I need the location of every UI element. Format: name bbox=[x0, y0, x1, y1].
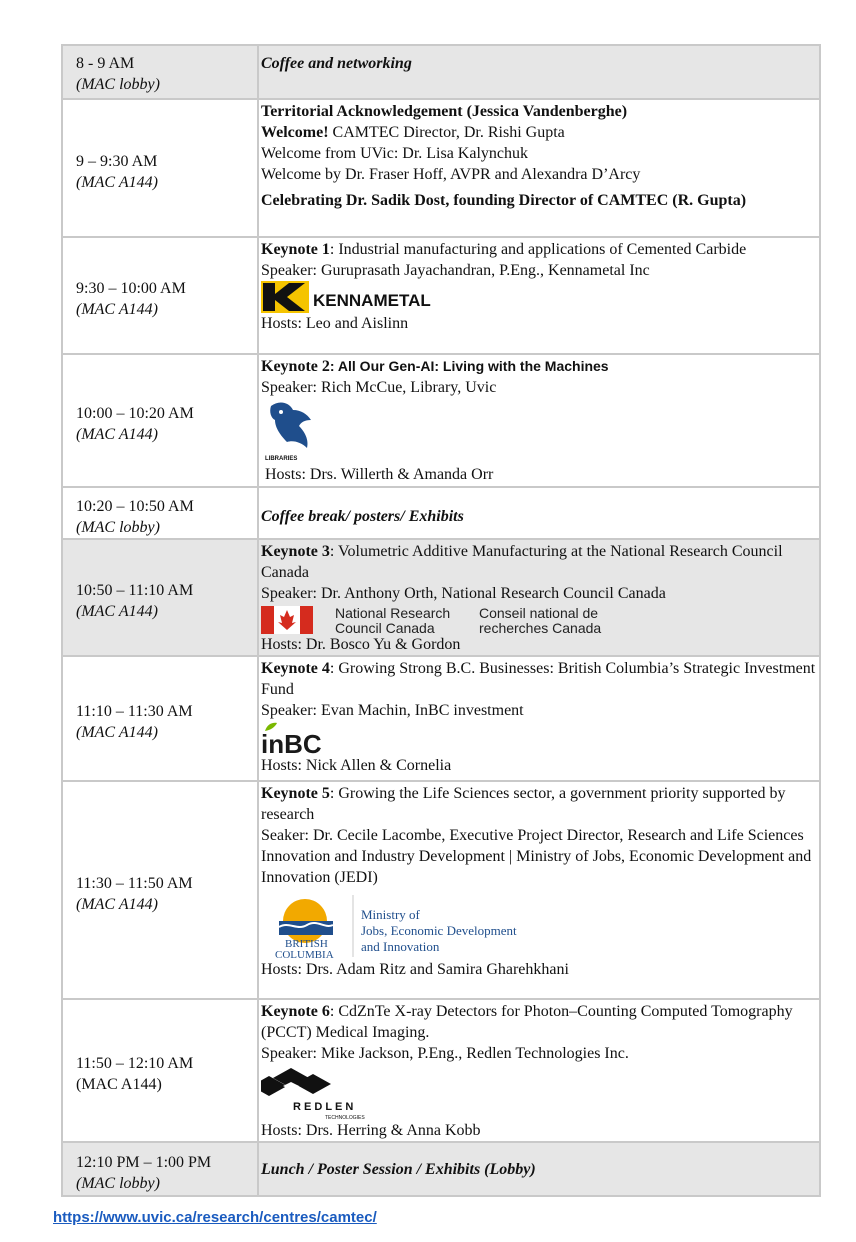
event-text: Coffee break/ posters/ Exhibits bbox=[261, 507, 464, 525]
event-cell bbox=[258, 1142, 820, 1196]
time-text: 9:30 – 10:00 AM bbox=[76, 280, 186, 297]
flag-left-bar bbox=[261, 606, 274, 634]
keynote-topic: : Growing the Life Sciences sector, a government priority supported by research bbox=[261, 785, 786, 823]
schedule-row bbox=[62, 1142, 820, 1196]
nrc-logo-svg bbox=[261, 604, 621, 634]
keynote-topic: : All Our Gen-AI: Living with the Machines bbox=[329, 358, 609, 374]
inbc-wordmark: inBC bbox=[261, 729, 322, 755]
schedule-row bbox=[62, 487, 820, 539]
room-text: (MAC lobby) bbox=[76, 1174, 160, 1192]
schedule-row bbox=[62, 656, 820, 781]
welcome-avpr-line: Welcome by Dr. Fraser Hoff, AVPR and Alexandra D’Arcy bbox=[261, 166, 641, 183]
libraries-wordmark: LIBRARIES bbox=[265, 456, 298, 462]
event-cell bbox=[258, 539, 820, 656]
time-cell bbox=[62, 781, 258, 999]
keynote-title bbox=[261, 1001, 819, 1043]
room-text: (MAC A144) bbox=[76, 426, 158, 443]
event-cell bbox=[258, 354, 820, 487]
time-cell bbox=[62, 999, 258, 1142]
room-text: (MAC A144) bbox=[76, 895, 158, 913]
bc-mountains bbox=[279, 921, 333, 935]
nrc-fr-2: recherches Canada bbox=[479, 620, 602, 634]
room-text: (MAC A144) bbox=[76, 173, 158, 191]
welcome-bold: Welcome! bbox=[261, 124, 329, 141]
event-cell bbox=[258, 237, 820, 354]
time-text: 10:20 – 10:50 AM bbox=[76, 497, 194, 515]
keynote-topic: : Volumetric Additive Manufacturing at the National Research Council Canada bbox=[261, 543, 783, 581]
department-line: Innovation and Industry Development | Ministry of Jobs, Economic Development and Innovation (JEDI) bbox=[261, 848, 812, 886]
ministry-line-2: Jobs, Economic Development bbox=[361, 923, 517, 938]
keynote-label: Keynote 2 bbox=[261, 358, 330, 375]
bc-ministry-logo bbox=[261, 891, 819, 959]
raven-eye bbox=[279, 410, 283, 414]
schedule-row bbox=[62, 781, 820, 999]
nrc-en-1: National Research bbox=[335, 605, 451, 621]
hosts-line: Hosts: Drs. Herring & Anna Kobb bbox=[261, 1122, 481, 1139]
inbc-logo bbox=[261, 721, 819, 755]
redlen-logo-svg bbox=[261, 1064, 421, 1120]
time-cell bbox=[62, 487, 258, 539]
hosts-line: Hosts: Dr. Bosco Yu & Gordon bbox=[261, 636, 461, 653]
speaker-line: Seaker: Dr. Cecile Lacombe, Executive Project Director, Research and Life Sciences bbox=[261, 827, 804, 844]
speaker-line: Speaker: Guruprasath Jayachandran, P.Eng., Kennametal Inc bbox=[261, 262, 650, 279]
time-text: 10:50 – 11:10 AM bbox=[76, 582, 194, 599]
libraries-logo-svg bbox=[261, 398, 321, 464]
redlen-wordmark: R E D L E N bbox=[293, 1101, 354, 1113]
keynote-topic: : Industrial manufacturing and applications of Cemented Carbide bbox=[329, 241, 747, 258]
keynote-label: Keynote 5 bbox=[261, 785, 330, 802]
kennametal-logo bbox=[261, 281, 819, 313]
schedule-row bbox=[62, 237, 820, 354]
event-text: Coffee and networking bbox=[261, 55, 412, 72]
time-text: 11:50 – 12:10 AM bbox=[76, 1055, 194, 1072]
welcome-uvic-line: Welcome from UVic: Dr. Lisa Kalynchuk bbox=[261, 145, 529, 162]
hosts-line: Hosts: Leo and Aislinn bbox=[261, 315, 409, 332]
schedule-row bbox=[62, 354, 820, 487]
time-cell bbox=[62, 656, 258, 781]
keynote-label: Keynote 4 bbox=[261, 660, 330, 677]
libraries-logo bbox=[261, 398, 819, 464]
schedule-table bbox=[61, 44, 821, 1197]
time-cell bbox=[62, 237, 258, 354]
schedule-row bbox=[62, 539, 820, 656]
event-cell bbox=[258, 487, 820, 539]
room-text: (MAC lobby) bbox=[76, 518, 160, 536]
time-text: 11:10 – 11:30 AM bbox=[76, 703, 193, 720]
room-text: (MAC A144) bbox=[76, 301, 158, 318]
bc-wordmark-2: COLUMBIA bbox=[275, 949, 334, 959]
time-text: 11:30 – 11:50 AM bbox=[76, 874, 193, 892]
speaker-line: Speaker: Rich McCue, Library, Uvic bbox=[261, 379, 497, 396]
welcome-line bbox=[261, 122, 819, 143]
keynote-label: Keynote 1 bbox=[261, 241, 330, 258]
time-text: 12:10 PM – 1:00 PM bbox=[76, 1153, 212, 1171]
ministry-line-1: Ministry of bbox=[361, 907, 420, 922]
time-cell bbox=[62, 1142, 258, 1196]
speaker-line: Speaker: Evan Machin, InBC investment bbox=[261, 702, 524, 719]
schedule-row bbox=[62, 99, 820, 237]
raven-icon bbox=[270, 403, 311, 448]
room-text: (MAC A144) bbox=[76, 603, 158, 620]
event-cell bbox=[258, 45, 820, 99]
schedule-row bbox=[62, 999, 820, 1142]
keynote-topic: : Growing Strong B.C. Businesses: British Columbia’s Strategic Investment Fund bbox=[261, 660, 816, 698]
nrc-en-2: Council Canada bbox=[335, 620, 435, 634]
acknowledgement-line: Territorial Acknowledgement (Jessica Vandenberghe) bbox=[261, 103, 628, 120]
speaker-line: Speaker: Dr. Anthony Orth, National Research Council Canada bbox=[261, 585, 666, 602]
kennametal-logo-svg bbox=[261, 281, 441, 313]
keynote-title bbox=[261, 541, 819, 583]
event-text: Lunch / Poster Session / Exhibits (Lobby) bbox=[261, 1161, 536, 1178]
nrc-logo bbox=[261, 604, 819, 634]
room-text: (MAC A144) bbox=[76, 1076, 162, 1093]
event-cell bbox=[258, 99, 820, 237]
keynote-title bbox=[261, 658, 819, 700]
inbc-logo-svg bbox=[261, 721, 351, 755]
bc-ministry-logo-svg bbox=[261, 891, 561, 959]
keynote-topic: : CdZnTe X-ray Detectors for Photon–Counting Computed Tomography (PCCT) Medical Imaging. bbox=[261, 1003, 793, 1041]
time-cell bbox=[62, 354, 258, 487]
welcome-rest: CAMTEC Director, Dr. Rishi Gupta bbox=[328, 124, 565, 141]
ministry-line-3: and Innovation bbox=[361, 939, 440, 954]
time-cell bbox=[62, 99, 258, 237]
redlen-sub: TECHNOLOGIES bbox=[325, 1115, 365, 1120]
kennametal-wordmark: KENNAMETAL bbox=[313, 291, 431, 310]
hosts-line: Hosts: Drs. Adam Ritz and Samira Gharehkhani bbox=[261, 961, 569, 978]
bc-wordmark-1: BRITISH bbox=[285, 938, 328, 950]
time-text: 9 – 9:30 AM bbox=[76, 152, 158, 170]
keynote-label: Keynote 6 bbox=[261, 1003, 330, 1020]
speaker-line: Speaker: Mike Jackson, P.Eng., Redlen Technologies Inc. bbox=[261, 1045, 629, 1062]
time-cell bbox=[62, 45, 258, 99]
camtec-link[interactable]: https://www.uvic.ca/research/centres/camtec/ bbox=[53, 1209, 377, 1226]
time-text: 10:00 – 10:20 AM bbox=[76, 405, 194, 422]
event-cell bbox=[258, 656, 820, 781]
nrc-fr-1: Conseil national de bbox=[479, 605, 599, 621]
keynote-title bbox=[261, 356, 819, 377]
celebration-line: Celebrating Dr. Sadik Dost, founding Director of CAMTEC (R. Gupta) bbox=[261, 192, 747, 209]
room-text: (MAC A144) bbox=[76, 724, 158, 741]
keynote-label: Keynote 3 bbox=[261, 543, 330, 560]
keynote-title bbox=[261, 783, 819, 825]
hosts-line: Hosts: Nick Allen & Cornelia bbox=[261, 757, 452, 774]
event-cell bbox=[258, 999, 820, 1142]
time-cell bbox=[62, 539, 258, 656]
room-text: (MAC lobby) bbox=[76, 76, 160, 93]
redlen-logo bbox=[261, 1064, 819, 1120]
time-text: 8 - 9 AM bbox=[76, 55, 135, 72]
keynote-title bbox=[261, 239, 819, 260]
schedule-row bbox=[62, 45, 820, 99]
flag-right-bar bbox=[300, 606, 313, 634]
event-cell bbox=[258, 781, 820, 999]
hosts-line: Hosts: Drs. Willerth & Amanda Orr bbox=[261, 466, 494, 483]
